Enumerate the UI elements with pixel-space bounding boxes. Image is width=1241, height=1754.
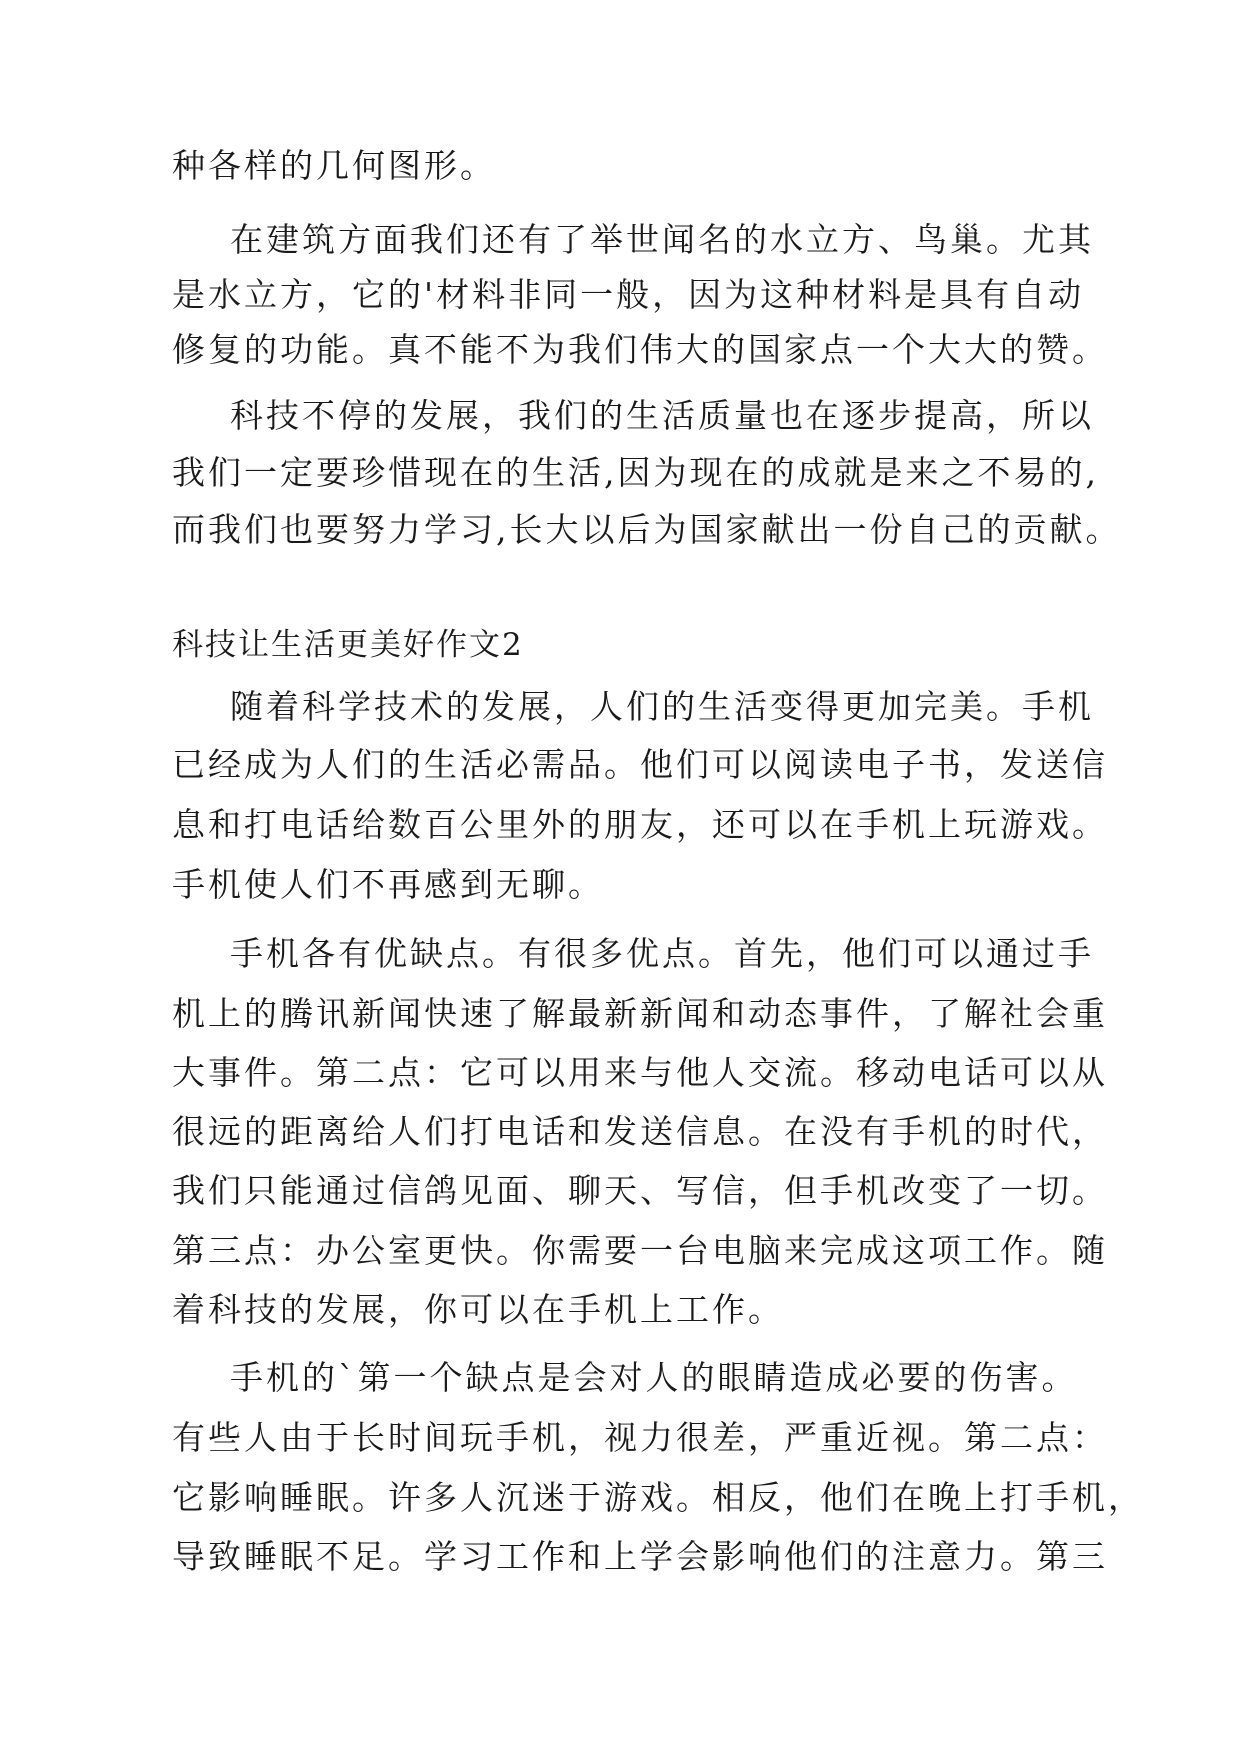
paragraph-line: 在建筑方面我们还有了举世闻名的水立方、鸟巢。尤其 <box>230 220 1094 259</box>
paragraph-line: 手机各有优缺点。有很多优点。首先，他们可以通过手 <box>230 934 1094 973</box>
paragraph-line: 我们只能通过信鸽见面、聊天、写信，但手机改变了一切。 <box>172 1171 1108 1210</box>
paragraph-line: 手机的`第一个缺点是会对人的眼睛造成必要的伤害。 <box>230 1358 1078 1397</box>
paragraph-line: 我们一定要珍惜现在的生活,因为现在的成就是来之不易的, <box>172 453 1099 492</box>
paragraph-line: 导致睡眠不足。学习工作和上学会影响他们的注意力。第三 <box>172 1537 1108 1576</box>
paragraph-line: 第三点：办公室更快。你需要一台电脑来完成这项工作。随 <box>172 1231 1108 1270</box>
paragraph-line: 息和打电话给数百公里外的朋友，还可以在手机上玩游戏。 <box>172 805 1108 844</box>
paragraph-line: 着科技的发展，你可以在手机上工作。 <box>172 1290 784 1329</box>
paragraph-line: 科技不停的发展，我们的生活质量也在逐步提高，所以 <box>230 396 1094 435</box>
paragraph-line: 而我们也要努力学习,长大以后为国家献出一份自己的贡献。 <box>172 510 1122 549</box>
essay-title: 科技让生活更美好作文2 <box>172 627 524 663</box>
paragraph-line: 修复的功能。真不能不为我们伟大的国家点一个大大的赞。 <box>172 330 1108 369</box>
paragraph-line: 大事件。第二点：它可以用来与他人交流。移动电话可以从 <box>172 1053 1108 1092</box>
paragraph-line: 手机使人们不再感到无聊。 <box>172 865 604 904</box>
paragraph-line: 随着科学技术的发展，人们的生活变得更加完美。手机 <box>230 687 1094 726</box>
paragraph-line: 是水立方，它的'材料非同一般，因为这种材料是具有自动 <box>172 275 1085 314</box>
paragraph-line: 它影响睡眠。许多人沉迷于游戏。相反，他们在晚上打手机， <box>172 1478 1144 1517</box>
paragraph-line: 机上的腾讯新闻快速了解最新新闻和动态事件，了解社会重 <box>172 994 1108 1033</box>
paragraph-line: 有些人由于长时间玩手机，视力很差，严重近视。第二点： <box>172 1418 1108 1457</box>
paragraph-line: 已经成为人们的生活必需品。他们可以阅读电子书，发送信 <box>172 745 1108 784</box>
paragraph-line: 种各样的几何图形。 <box>172 146 496 185</box>
paragraph-line: 很远的距离给人们打电话和发送信息。在没有手机的时代， <box>172 1112 1108 1151</box>
